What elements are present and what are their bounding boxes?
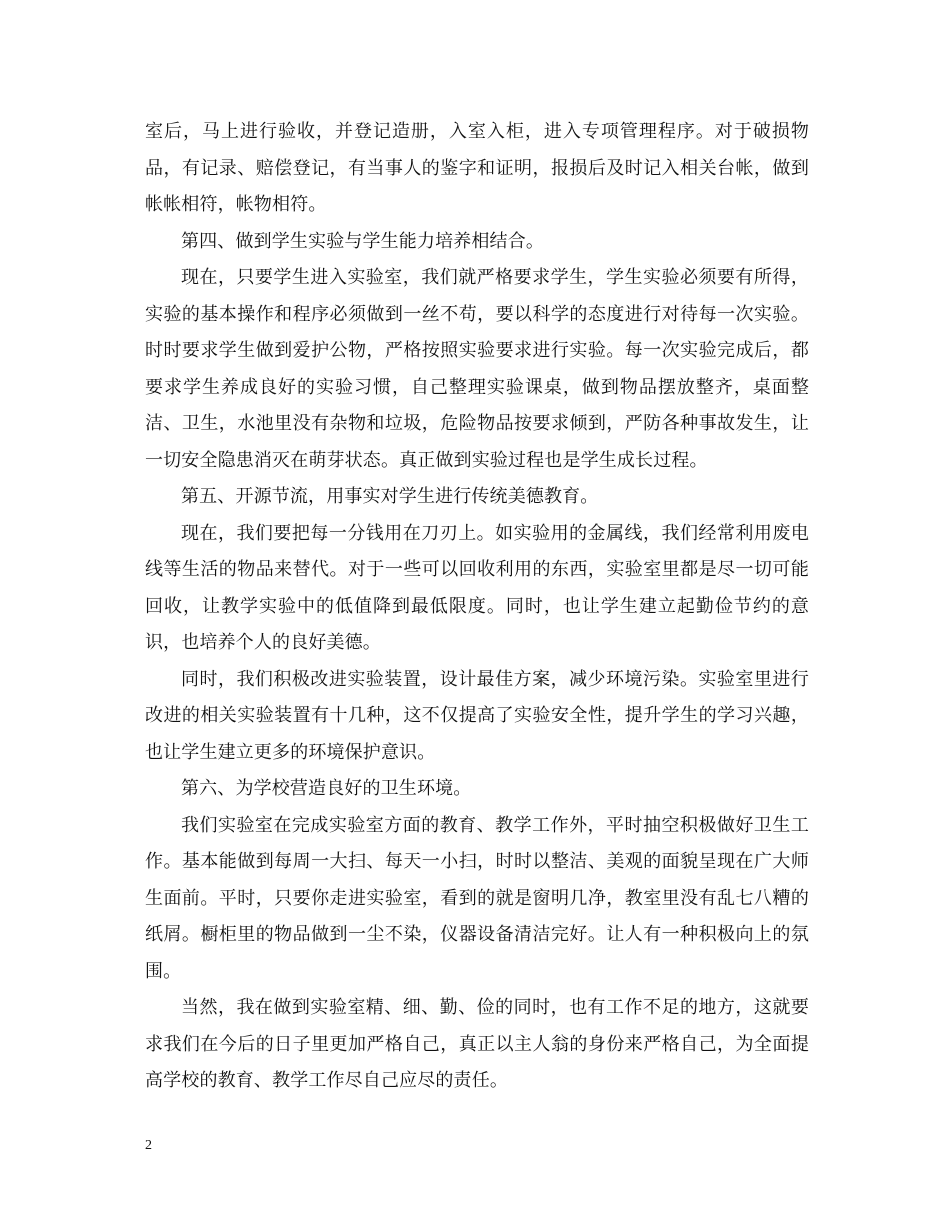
section-heading: 第五、开源节流，用事实对学生进行传统美德教育。 [181,486,599,507]
paragraph: 当然，我在做到实验室精、细、勤、俭的同时，也有工作不足的地方，这就要求我们在今后的日子里更加严格自己，真正以主人翁的身份来严格自己，为全面提高学校的教育、教学工作尽自己应尽的责任。 [145,997,809,1091]
section-heading: 第四、做到学生实验与学生能力培养相结合。 [181,230,544,252]
paragraph: 我们实验室在完成实验室方面的教育、教学工作外，平时抽空积极做好卫生工作。基本能做到每周一大扫、每天一小扫，时时以整洁、美观的面貌呈现在广大师生面前。平时，只要你走进实验室，看到的就是窗明几净，教室里没有乱七八糟的纸屑。橱柜里的物品做到一尘不染，仪器设备清洁完好。让人有一种积极向上的氛围。 [145,814,809,982]
section-heading: 第六、为学校营造良好的卫生环境。 [181,778,472,799]
paragraph: 同时，我们积极改进实验装置，设计最佳方案，减少环境污染。实验室里进行改进的相关实验装置有十几种，这不仅提高了实验安全性，提升学生的学习兴趣，也让学生建立更多的环境保护意识。 [145,668,809,763]
page-number: 2 [145,1138,152,1153]
paragraph: 现在，我们要把每一分钱用在刀刃上。如实验用的金属线，我们经常利用废电线等生活的物品来替代。对于一些可以回收利用的东西，实验室里都是尽一切可能回收，让教学实验中的低值降到最低限度。同时，也让学生建立起勤俭节约的意识，也培养个人的良好美德。 [145,522,809,653]
paragraph: 现在，只要学生进入实验室，我们就严格要求学生，学生实验必须要有所得，实验的基本操作和程序必须做到一丝不苟，要以科学的态度进行对待每一次实验。时时要求学生做到爱护公物，严格按照实验要求进行实验。每一次实验完成后，都要求学生养成良好的实验习惯，自己整理实验课桌，做到物品摆放整齐，桌面整洁、卫生，水池里没有杂物和垃圾，危险物品按要求倾到，严防各种事故发生，让一切安全隐患消灭在萌芽状态。真正做到实验过程也是学生成长过程。 [145,267,809,471]
paragraph: 室后，马上进行验收，并登记造册，入室入柜，进入专项管理程序。对于破损物品，有记录、赔偿登记，有当事人的鉴字和证明，报损后及时记入相关台帐，做到帐帐相符，帐物相符。 [145,121,809,215]
document-body [145,114,809,1100]
